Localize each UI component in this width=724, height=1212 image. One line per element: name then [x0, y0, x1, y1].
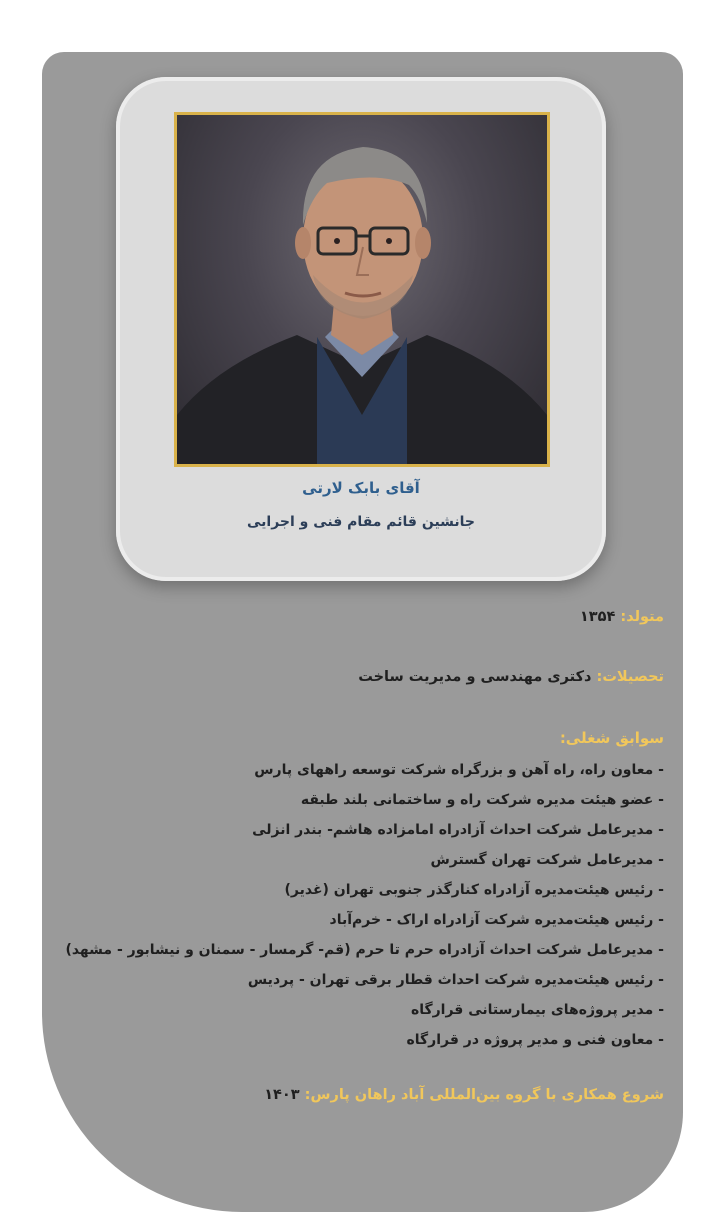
person-role: جانشین قائم مقام فنی و اجرایی — [246, 514, 476, 530]
career-item: - مدیر پروژه‌های بیمارستانی قرارگاه — [410, 1002, 664, 1018]
profile-photo — [174, 112, 550, 467]
birth-label: متولد: — [620, 609, 664, 625]
cooperation-value: ۱۴۰۳ — [264, 1087, 300, 1103]
career-item: - رئیس هیئت‌مدیره شرکت آزادراه اراک - خرم‌آباد — [329, 912, 664, 928]
career-item: - معاون فنی و مدیر پروژه در قرارگاه — [406, 1032, 664, 1048]
career-item: - مدیرعامل شرکت احداث آزادراه امامزاده هاشم- بندر انزلی — [252, 822, 664, 838]
birth-row — [64, 609, 664, 625]
career-list — [44, 759, 664, 1059]
career-item: - عضو هیئت مدیره شرکت راه و ساختمانی بلند طبقه — [300, 792, 664, 808]
career-item: - معاون راه، راه آهن و بزرگراه شرکت توسعه راههای پارس — [254, 762, 664, 778]
education-row — [64, 669, 664, 685]
person-name: آقای بابک لارتی — [302, 479, 420, 497]
career-item: - رئیس هیئت‌مدیره آزادراه کنارگذر جنوبی تهران (غدیر) — [284, 882, 664, 898]
career-item: - مدیرعامل شرکت احداث آزادراه حرم تا حرم (قم- گرمسار - سمنان و نیشابور - مشهد) — [65, 942, 664, 958]
birth-value: ۱۳۵۴ — [579, 609, 616, 625]
career-title: سوابق شغلی: — [559, 729, 664, 747]
cooperation-row — [64, 1087, 664, 1103]
career-item: - رئیس هیئت‌مدیره شرکت احداث قطار برقی تهران - پردیس — [247, 972, 664, 988]
cooperation-label: شروع همکاری با گروه بین‌المللی آباد راهان پارس: — [304, 1087, 664, 1103]
education-value: دکتری مهندسی و مدیریت ساخت — [358, 669, 592, 685]
portrait-illustration — [177, 115, 547, 464]
education-label: تحصیلات: — [596, 669, 664, 685]
career-item: - مدیرعامل شرکت تهران گسترش — [430, 852, 664, 868]
